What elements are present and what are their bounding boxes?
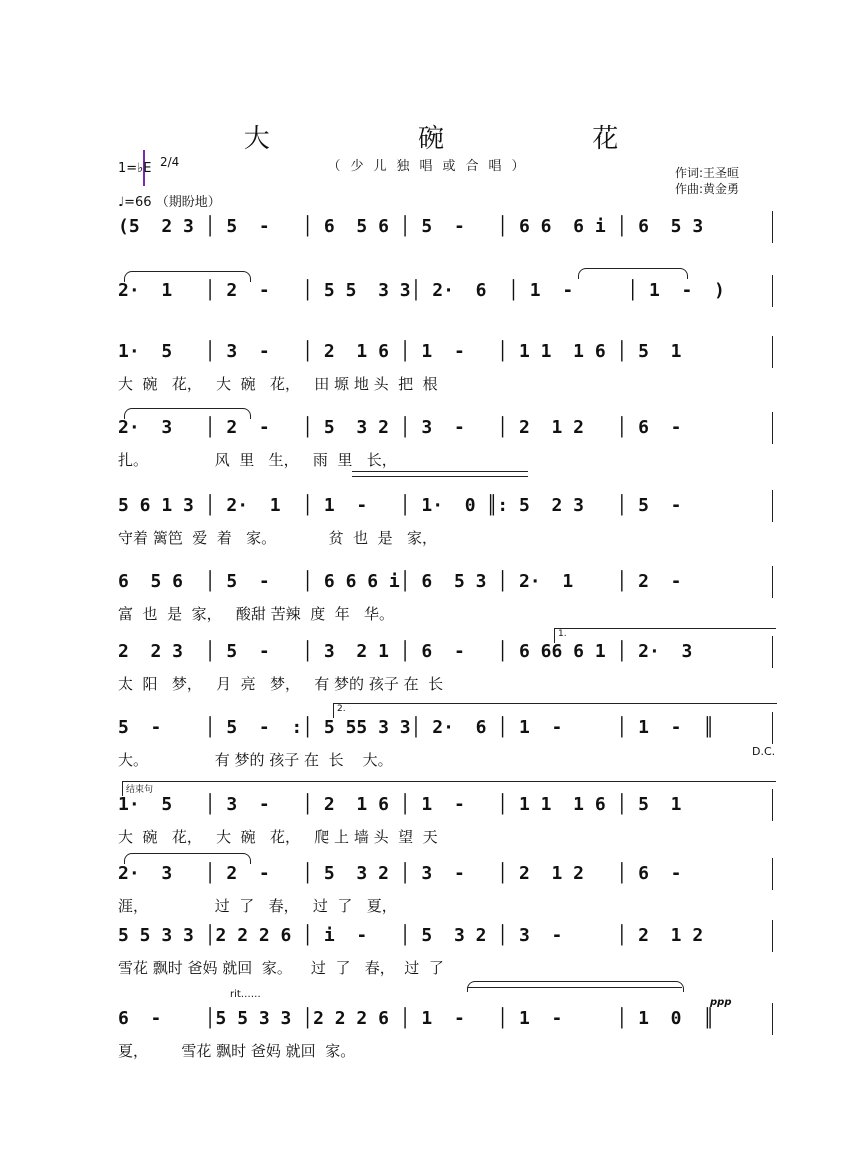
notes-line: 2· 3 │ 2 - │ 5 3 2 │ 3 - │ 2 1 2 │ 6 - — [118, 863, 682, 884]
barline — [772, 336, 773, 368]
dynamic-mark: ppp — [710, 997, 732, 1008]
notes-line: 1· 5 │ 3 - │ 2 1 6 │ 1 - │ 1 1 1 6 │ 5 1 — [118, 341, 682, 362]
beam-line — [352, 476, 528, 477]
rit-mark: rit…… — [230, 989, 261, 1000]
lyrics-line: 扎。 风 里 生， 雨 里 长， — [118, 451, 397, 469]
lyrics-line: 守着 篱笆 爱 着 家。 贫 也 是 家， — [118, 529, 437, 547]
barline — [772, 412, 773, 444]
tie — [124, 853, 251, 864]
score-system — [0, 494, 862, 564]
volta-2: 2. — [333, 703, 777, 718]
lyrics-line — [118, 249, 778, 269]
notes-line: (5 2 3 │ 5 - │ 6 5 6 │ 5 - │ 6 6 6 i │ 6 5 3 — [118, 216, 704, 237]
ending-bracket: 结束句 — [122, 781, 776, 796]
beam-line — [352, 471, 528, 472]
tie — [124, 271, 251, 282]
barline — [772, 858, 773, 890]
song-title: 大 碗 花 — [243, 124, 689, 154]
composer: 作曲:黄金勇 — [675, 182, 740, 196]
lyrics-line: 夏， 雪花 飘时 爸妈 就回 家。 — [118, 1042, 356, 1060]
barline — [772, 1003, 773, 1035]
notes-line: 5 - │ 5 - :│ 5 55 3 3│ 2· 6 │ 1 - │ 1 - ║ — [118, 717, 715, 738]
notes-line: 2· 1 │ 2 - │ 5 5 3 3│ 2· 6 │ 1 - │ 1 - ) — [118, 280, 725, 301]
score-system — [0, 340, 862, 410]
notes-line: 6 5 6 │ 5 - │ 6 6 6 i│ 6 5 3 │ 2· 1 │ 2 - — [118, 571, 682, 592]
dc-mark: D.C. — [752, 745, 776, 758]
tie — [578, 268, 688, 279]
lyrics-line — [118, 313, 778, 333]
score-system — [0, 862, 862, 932]
volta-1: 1. — [554, 628, 776, 643]
barline — [772, 211, 773, 243]
lyrics-line: 雪花 飘时 爸妈 就回 家。 过 了 春， 过 了 — [118, 959, 444, 977]
credits — [675, 165, 739, 197]
notes-line: 5 5 3 3 │2 2 2 6 │ i - │ 5 3 2 │ 3 - │ 2 1 2 — [118, 925, 704, 946]
notes-line: 2 2 3 │ 5 - │ 3 2 1 │ 6 - │ 6 66 6 1 │ 2· 3 — [118, 641, 693, 662]
key-signature: 1=♭E — [118, 161, 152, 176]
lyrics-line: 大。 有 梦的 孩子 在 长 大。 — [118, 751, 393, 769]
barline — [772, 275, 773, 307]
tie — [124, 408, 251, 419]
barline — [772, 920, 773, 952]
lyrics-line: 大 碗 花， 大 碗 花， 爬 上 墙 头 望 天 — [118, 828, 438, 846]
lyrics-line: 富 也 是 家， 酸甜 苦辣 度 年 华。 — [118, 605, 395, 623]
notes-line: 6 - │5 5 3 3 │2 2 2 6 │ 1 - │ 1 - │ 1 0 ║ — [118, 1008, 715, 1029]
lyrics-line: 涯， 过 了 春， 过 了 夏， — [118, 897, 397, 915]
notes-line: 2· 3 │ 2 - │ 5 3 2 │ 3 - │ 2 1 2 │ 6 - — [118, 417, 682, 438]
time-signature: 2/4 — [160, 155, 180, 169]
barline — [772, 566, 773, 598]
score-system — [0, 640, 862, 710]
notes-line: 1· 5 │ 3 - │ 2 1 6 │ 1 - │ 1 1 1 6 │ 5 1 — [118, 794, 682, 815]
lyricist: 作词:王圣晅 — [675, 166, 740, 180]
beam-line — [467, 987, 682, 988]
barline — [772, 490, 773, 522]
lyrics-line: 太 阳 梦， 月 亮 梦， 有 梦的 孩子 在 长 — [118, 675, 444, 693]
song-subtitle: （少儿独唱或合唱） — [327, 159, 535, 174]
score-system — [0, 924, 862, 994]
tempo-marking: ♩=66 （期盼地） — [118, 195, 221, 210]
score-system — [0, 716, 862, 786]
score-system — [0, 279, 862, 349]
notes-line: 5 6 1 3 │ 2· 1 │ 1 - │ 1· 0 ║: 5 2 3 │ 5 - — [118, 495, 682, 516]
lyrics-line: 大 碗 花， 大 碗 花， 田 塬 地 头 把 根 — [118, 375, 438, 393]
score-system — [0, 1007, 862, 1077]
